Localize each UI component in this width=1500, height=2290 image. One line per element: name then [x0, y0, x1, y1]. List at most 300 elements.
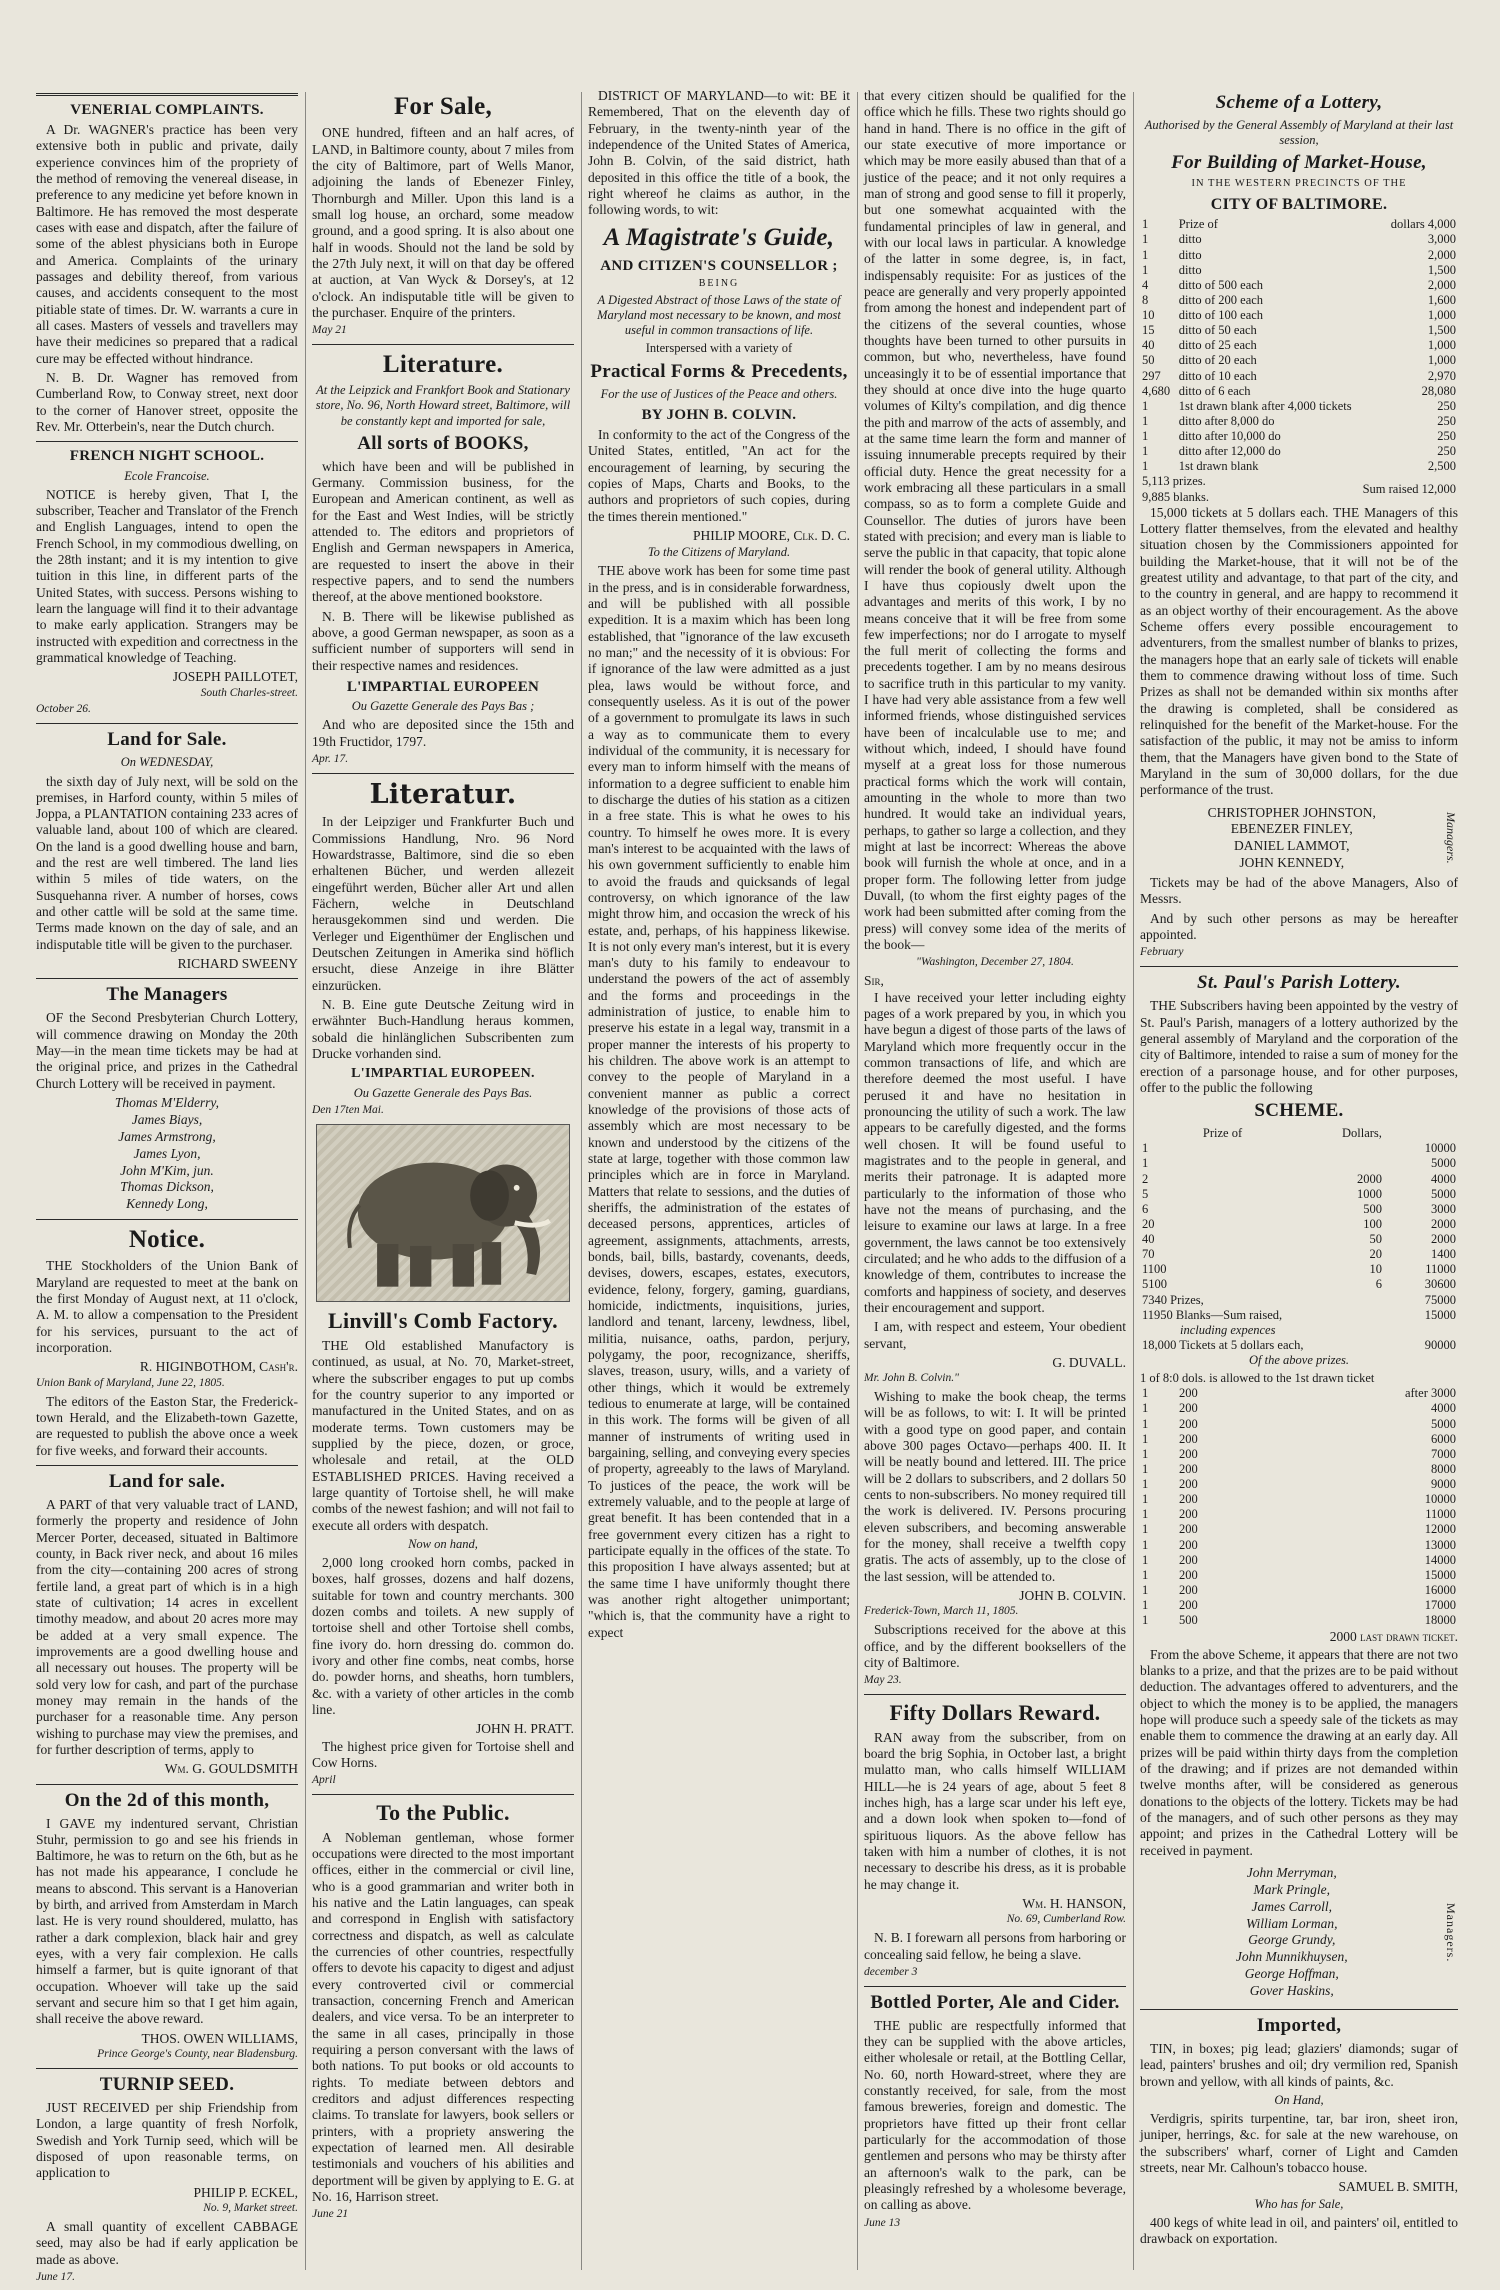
- paul-body: THE Subscribers having been appointed by the vestry of St. Paul's Parish, managers of a lottery authorized by the general assembly of Maryland and the corporation of the city of Baltimore, intended to raise a sum of money for the erection of a parsonage house, and for other purposes, offer to the public the following: [1140, 998, 1458, 1095]
- paul-drawn-row-cell: after 3000: [1404, 1386, 1456, 1401]
- lottery-row: [1140, 459, 1458, 474]
- paul-prize-table: [1140, 1126, 1458, 1292]
- land1-signature: RICHARD SWEENY: [177, 956, 298, 972]
- paul-drawn-row-cell: 200: [1179, 1477, 1198, 1492]
- paul-blanks: 11950 Blanks—Sum raised,: [1142, 1307, 1283, 1322]
- guide-body: THE above work has been for some time past in the press, and is in considerable forwardness, and will be published with all possible expedition. It is a maxim which has been long established, that "ignorance of the law excuseth no man;" and the necessity of it is obvious: For if ignorance of the law were admitted as a just plea, laws would be without force, and consequently useless. As it is out of the power of a government to promulgate its laws in such a way as to communicate them to every individual of the community, it is necessary for every man to inform himself with the means of information to a degree sufficient to enable him to discharge the duties of his station as a citizen in a free state. This is what he owes to his country. To himself he owes more. It is every man's interest to be acquainted with the laws of his own government sufficiently to enable him to avoid the frauds and quicksands of legal controversy, on which ignorance of the law might throw him, and occasion the wreck of his estate, and, perhaps, of his happiness likewise. It is not only every man's interest, but it is every man's duty to his family to endeavour to understand the powers of the act of assembly and the forms and proceedings in the administration of justice, to enable him to preserve his estate in a legal way, transmit in a proper manner the interests of his property to his children. The above work is an attempt to convey to the people of Maryland in a convenient manner as public a correct knowledge of the provisions of those acts of assembly which are most necessary to be known and understood by the citizens of the state at large, together with those common law principles which are in force in Maryland. Matters that relate to sessions, and the duties of sheriffs, the administration of the estates of deceased persons, apprentices, articles of agreement, assignments, attachments, arrests, bonds, bail, bills, bastardy, covenants, deeds, devises, dowers, escapes, estates, executors, evidence, felony, forgery, gaming, guardians, homicide, indictments, inquisitions, juries, landlord and tenant, larceny, lewdness, libel, militia, nuisance, oaths, pardon, perjury, polygamy, the poor, recognizance, sheriffs, slaves, treason, usury, wills, and a variety of other things, which it would be extremely tedious to enumerate at large, will be contained in this work. The forms will be given of all manner of instruments of writing used in bargaining, selling, and conveying every species of property, agreeably to the laws of Maryland. To justices of the peace, the work will be extremely valuable, and to the people at large of great benefit. It has been contended that in a free government every citizen has a right to participate equally in the offices of the state. To this proposition I have always assented; but at the same time I have uniformly thought there was another right altogether unimportant; "which is, that the community have a right to expect: [588, 563, 850, 1640]
- paul-drawn-row-cell: 5000: [1431, 1416, 1456, 1431]
- lottery-row-cell: 2,000: [1427, 277, 1456, 292]
- paul-drawn-row-cell: 1: [1142, 1613, 1149, 1628]
- paul-drawn-row: [1140, 1401, 1458, 1416]
- lottery-row-cell: dollars 4,000: [1390, 217, 1456, 232]
- lottery-body: 15,000 tickets at 5 dollars each. THE Managers of this Lottery flatter themselves, from the elevated and healthy situation chosen by the Commissioners appointed for building the Market-house, that it will not be of the greatest utility and advantage, to that part of the city, and to the country in general, and are happy to recommend it as an object worthy of their encouragement. As the above Scheme offers every possible encouragement to adventurers, from the smallest number of blanks to prizes, the managers hope that an early sale of tickets will enable them to commence drawing without loss of time. Such Prizes as shall not be demanded within six months after the drawing is completed, shall be considered as relinquished for the benefit of the Market-house. For the satisfaction of the public, it may not be amiss to inform them, that the Managers have given bond to the State of Maryland in the sum of 30,000 dollars, for the due performance of the trust.: [1140, 504, 1458, 798]
- porter-body: THE public are respectfully informed that they can be supplied with the above articles, either wholesale or retail, at the Bottling Cellar, No. 60, north Howard-street, where they are constantly received, for sale, from the most famous breweries, foreign and domestic. The proprietors have fitted up their front cellar particularly for the accommodation of those gentlemen and persons who may be thirsty after an afternoon's walk to the park, can be pleasingly refreshed by a wholesome beverage, on calling as above.: [864, 2017, 1126, 2213]
- lottery-foot: Tickets may be had of the above Managers, Also of Messrs.: [1140, 875, 1458, 907]
- lottery-row-cell: 250: [1437, 429, 1456, 444]
- runaway-heading: On the 2d of this month,: [64, 1789, 270, 1811]
- lottery-row-cell: 1,000: [1427, 353, 1456, 368]
- runaway-body: I GAVE my indentured servant, Christian Stuhr, permission to go and see his friends in Baltimore, he was to return on the 6th, but as he has not made his appearance, I conclude he means to abscond. This servant is a Hanoverian by birth, and arrived from Amsterdam in March last. He is very round shouldered, mulatto, has rather a dark complexion, black hair and grey eyes, with a very fair complexion. He calls himself a farmer, but is quite ignorant of that occupation. Whoever will take up the said servant and secure him so that I get him again, shall receive the above reward.: [36, 1815, 298, 2027]
- letter-body: I have received your letter including eighty pages of a work prepared by you, in which you have begun a digest of those parts of the laws of Maryland which more frequently occur in the common transactions of life, and which are therefore deemed the most useful. I have perused it and have no hesitation in pronouncing the utility of such a work. The law appears to be carefully digested, and the forms well chosen. It will be found useful to magistrates and to the people in general, and merits their patronage. It is adapted more particularly to the information of those who have not the means of purchasing, and the leisure to examine our laws at large. In a free government, the laws cannot be too extensively circulated; and he who adds to the diffusion of a knowledge of them, contributes to increase the comforts and happiness of society, and deserves their encouragement and support.: [864, 989, 1126, 1315]
- lottery-row-cell: 10: [1142, 308, 1155, 323]
- paul-allow: 1 of 8:0 dols. is allowed to the 1st drawn ticket: [1140, 1371, 1375, 1386]
- paul-row-cell: 1400: [1431, 1247, 1456, 1262]
- comb-date: April: [312, 1774, 336, 1787]
- lottery-row-cell: ditto after 8,000 do: [1178, 413, 1275, 428]
- divider: [864, 1694, 1126, 1695]
- column-rule: [1133, 92, 1134, 2270]
- lottery-purpose: For Building of Market-House,: [1171, 152, 1427, 174]
- venereal-note: N. B. Dr. Wagner has removed from Cumberland Row, to Conway street, next door to the corner of Hanover street, opposite the Rev. Mr. Otterbein's, near the Dutch church.: [36, 370, 298, 435]
- lottery-row-cell: 2,970: [1427, 368, 1456, 383]
- paul-drawn-row-cell: 1: [1142, 1416, 1149, 1431]
- lottery-row-cell: 1: [1142, 444, 1149, 459]
- runaway-address: Prince George's County, near Bladensburg.: [97, 2048, 298, 2061]
- lottery-row: [1140, 323, 1458, 338]
- paul-totals: [1140, 1293, 1458, 1354]
- lottery-row-cell: ditto after 10,000 do: [1178, 429, 1281, 444]
- school-subheading: Ecole Francoise.: [124, 468, 210, 483]
- terms-extra: Subscriptions received for the above at this office, and by the different booksellers of the city of Baltimore.: [864, 1622, 1126, 1670]
- paul-body2: From the above Scheme, it appears that there are not two blanks to a prize, and that the prizes are to be paid without deduction. The advantages offered to adventurers, and the object to which the money is to be applied, the managers hope will produce such a speedy sale of the tickets as may enable them to commence the drawing at an early day. All prizes will be paid within thirty days from the completion of the drawing; and if prizes are not demanded within twelve months after, will be considered as generous donations to the objects of the lottery. Tickets may be had of the managers, and of such other persons as they may appoint; and prizes in the Cathedral Lottery will be received in payment.: [1140, 1646, 1458, 1858]
- column-rule: [857, 92, 858, 2270]
- paul-row-cell: 5100: [1142, 1277, 1167, 1292]
- paul-drawn-row-cell: 200: [1179, 1567, 1198, 1582]
- divider: [312, 344, 574, 345]
- paul-drawn-row-cell: 200: [1179, 1537, 1198, 1552]
- lottery-row: [1140, 353, 1458, 368]
- paul-drawn-row-cell: 1: [1142, 1598, 1149, 1613]
- paul-drawn-row-cell: 8000: [1431, 1461, 1456, 1476]
- notice-signature: R. HIGINBOTHOM, Cash'r.: [139, 1359, 298, 1375]
- lottery-manager-name: JOHN KENNEDY,: [1239, 855, 1345, 871]
- managers-list: [36, 1095, 298, 1213]
- imported-heading: Imported,: [1256, 2014, 1342, 2036]
- paul-drawn-row-cell: 200: [1179, 1401, 1198, 1416]
- paul-row-cell: 6: [1142, 1201, 1149, 1216]
- paul-row-cell: 2: [1142, 1171, 1149, 1186]
- lottery-managers: [1140, 802, 1458, 876]
- literatur-impartial-heading: L'IMPARTIAL EUROPEEN.: [351, 1066, 535, 1082]
- paul-row-cell: [1201, 1187, 1292, 1202]
- paul-drawn-row-cell: 1: [1142, 1552, 1149, 1567]
- lottery-row: [1140, 308, 1458, 323]
- comb-subheading: Now on hand,: [408, 1536, 478, 1551]
- land2-heading: Land for sale.: [108, 1470, 226, 1492]
- paul-drawn-row-cell: 1: [1142, 1537, 1149, 1552]
- lottery-sum: Sum raised 12,000: [1362, 481, 1456, 496]
- paul-manager-name: John Merryman,: [1246, 1864, 1337, 1880]
- runaway-signature: THOS. OWEN WILLIAMS,: [141, 2030, 298, 2046]
- lottery-row-cell: 1st drawn blank after 4,000 tickets: [1178, 398, 1352, 413]
- lottery-in: IN THE WESTERN PRECINCTS OF THE: [1191, 178, 1407, 190]
- sale-heading: For Sale,: [393, 93, 493, 120]
- school-signature: JOSEPH PAILLOTET,: [172, 669, 298, 685]
- paul-row-cell: [1201, 1277, 1292, 1292]
- paul-row-cell: 4000: [1431, 1171, 1456, 1186]
- public-heading: To the Public.: [376, 1800, 510, 1826]
- imported-body2: Verdigris, spirits turpentine, tar, bar iron, sheet iron, juniper, herrings, &c. for sale at the new warehouse, on the subscribers' wharf, corner of Light and Camden streets, near Mr. Calhoun's tobacco house.: [1140, 2111, 1458, 2176]
- paul-row: [1140, 1247, 1458, 1262]
- paul-of-prizes: Of the above prizes.: [1249, 1353, 1349, 1368]
- public-date: June 21: [312, 2208, 349, 2221]
- lottery-row-cell: 2,000: [1427, 247, 1456, 262]
- paul-drawn-row-cell: 1: [1142, 1386, 1149, 1401]
- lottery-city: CITY OF BALTIMORE.: [1210, 195, 1388, 213]
- column-5: [1140, 88, 1458, 2273]
- porter-date: June 13: [864, 2216, 901, 2229]
- literatur-impartial-subheading: Ou Gazette Generale des Pays Bas.: [353, 1086, 533, 1101]
- column-2: [312, 88, 574, 2273]
- paul-row-cell: 100: [1363, 1216, 1382, 1231]
- lottery-row-cell: ditto of 200 each: [1178, 292, 1264, 307]
- lottery-row-cell: 1,000: [1427, 308, 1456, 323]
- paul-prizes-value: 75000: [1424, 1292, 1456, 1307]
- lottery-row-cell: ditto: [1178, 262, 1202, 277]
- land1-heading: Land for Sale.: [107, 729, 227, 751]
- sale-date: May 21: [312, 324, 347, 337]
- terms-body: Wishing to make the book cheap, the terms will be as follows, to wit: I. It will be printed with a good type on good paper, and contain above 300 pages Octavo—perhaps 400. II. It will be neatly bound and lettered. III. The price will be 2 dollars to subscribers, and 2 dollars 50 cents to non-subscribers. No money required till the work is delivered. IV. Persons procuring eleven subscribers, and becoming answerable for the money, shall receive a twelfth copy gratis. The acts of assembly, up to the close of the last session, will be attended to.: [864, 1389, 1126, 1584]
- sale-body: ONE hundred, fifteen and an half acres, of LAND, in Baltimore county, about 7 miles from the city of Baltimore, part of Wells Manor, adjoining the lands of Ebenezer Finley, Thornburgh and Miller. Upon this land is a small log house, an orchard, some meadow ground, and a good spring. It is also about one half in woods. Should not the land be sold by the 27th July next, it will on that day be offered at auction, at Van Wyck & Dorsey's, at 12 o'clock. An indisputable title will be given to the purchaser. Enquire of the printers.: [312, 125, 574, 320]
- lottery-row: [1140, 429, 1458, 444]
- paul-drawn-row: [1140, 1553, 1458, 1568]
- impartial-body: And who are deposited since the 15th and 19th Fructidor, 1797.: [312, 717, 574, 749]
- paul-row-cell: [1201, 1232, 1292, 1247]
- literatur-date: Den 17ten Mai.: [312, 1104, 384, 1117]
- reward-heading: Fifty Dollars Reward.: [889, 1700, 1101, 1726]
- impartial-date: Apr. 17.: [312, 752, 349, 765]
- paul-drawn-row: [1140, 1568, 1458, 1583]
- lottery-manager-name: EBENEZER FINLEY,: [1230, 821, 1353, 837]
- paul-row-cell: 10: [1369, 1262, 1382, 1277]
- lottery-row: [1140, 369, 1458, 384]
- paul-drawn-row-cell: 1: [1142, 1446, 1149, 1461]
- imported-extra: 400 kegs of white lead in oil, and painters' oil, entitled to drawback on exportation.: [1140, 2214, 1458, 2247]
- paul-tickets: 18,000 Tickets at 5 dollars each,: [1142, 1337, 1304, 1352]
- paul-drawn-row: [1140, 1613, 1458, 1628]
- managers-body: OF the Second Presbyterian Church Lottery, will commence drawing on Monday the 20th May—in the mean time tickets may be had at the original price, and prizes in the Cathedral Church Lottery will be received in payment.: [36, 1010, 298, 1091]
- reward-signature: Wm. H. HANSON,: [1022, 1896, 1126, 1912]
- literatur-body: In der Leipziger und Frankfurter Buch und Commissions Handlung, Nro. 96 Nord Howardstrasse, Baltimore, sind die so eben erhaltenen Bücher, und werden allezeit eingeführt werden, Bücher aller Art und allen Fächern, welche in Deutschland herausgekommen sind und werden. Die Verleger und Eigenthümer der Englischen und Deutschen Zeitungen in Amerika sind höflich ersucht, diese Anzeige in ihre Blätter einzurücken.: [312, 814, 574, 993]
- paul-drawn-row-cell: 1: [1142, 1431, 1149, 1446]
- divider: [312, 1794, 574, 1795]
- paul-row-cell: [1201, 1156, 1292, 1171]
- paul-drawn-row-cell: 1: [1142, 1461, 1149, 1476]
- turnip-extra: A small quantity of excellent CABBAGE seed, may also be had if early application be made as above.: [36, 2218, 298, 2267]
- guide-continued: that every citizen should be qualified for the office which he fills. These two rights should go hand in hand. There is no office in the gift of our state executive of more importance or which may be more easily abused than that of a justice of the peace; and it not only requires a man of strong and good sense to fill it properly, but one somewhat acquainted with the fundamental principles of law in general, and with our local laws in particular. A knowledge of the latter in some degree, is, in fact, indispensably requisite: For as justices of the peace are generally and very properly appointed from among the honest and independent part of the citizens of the several counties, whose thoughts have been turned to other pursuits in common, but who, nevertheless, have found unceasingly it to be of essential importance that they should at once dive into the huge quarto volumes of Kilty's compilation, and dig thence the pith and marrow of the acts of assembly, and at the same time learn the form and manner of issuing innumerable precepts required by their official duty. Hence the great necessity for a work embracing all these particulars in a small compass, so as to form a complete Guide and Counsellor. The duties of jurors have been stated with precision; and every man is liable to serve the public in that capacity, that topic alone will render the book of general utility. Although I have thus copiously dwelt upon the advantages and merits of this work, I by no means conceive that it will be free from some few imperfections; nor do I arrogate to myself the full merit of collecting the forms and precedents together. I am by no means desirous to sacrifice truth in this particular to my vanity. I have had very able assistance from a few well informed friends, whose distinguished services have been of incalculable use to me; and without which, indeed, I should have found myself at a great loss for those numerous practical forms which the work will contain, amounting in the whole to more than two hundred. It would take an individual years, perhaps, to gather so large a collection, and they might at last be incorrect: Whereas the above book will furnish the whole at once, and in a proper form. The following letter from judge Duvall, (to whom the first eighty pages of the work had been submitted after coming from the press) will convey some idea of the merits of the book—: [864, 88, 1126, 953]
- literature-subheading: At the Leipzick and Frankfort Book and Stationary store, No. 96, North Howard street, Baltimore, will be constantly kept and imported for sale,: [315, 383, 571, 428]
- column-rule: [305, 92, 306, 2270]
- reward-address: No. 69, Cumberland Row.: [1006, 1913, 1126, 1926]
- lottery-row-cell: 250: [1437, 444, 1456, 459]
- elephant-illustration: [316, 1124, 570, 1302]
- paul-heading: St. Paul's Parish Lottery.: [1197, 972, 1401, 994]
- lottery-row-cell: ditto of 20 each: [1178, 353, 1257, 368]
- lottery-row-cell: 250: [1437, 413, 1456, 428]
- lottery-row-cell: 1st drawn blank: [1178, 459, 1259, 474]
- lottery-row-cell: ditto of 10 each: [1178, 368, 1257, 383]
- turnip-body: JUST RECEIVED per ship Friendship from London, a large quantity of fresh Norfolk, Swedish and York Turnip seed, which will be disposed of upon reasonable terms, on application to: [36, 2099, 298, 2181]
- guide-description: A Digested Abstract of those Laws of the state of Maryland most necessary to be known, and most useful in common transactions of life.: [597, 293, 841, 338]
- lottery-row-cell: ditto after 12,000 do: [1178, 444, 1281, 459]
- lottery-row-cell: 28,080: [1421, 383, 1456, 398]
- paul-managers-label: Managers.: [1444, 1902, 1458, 1963]
- paul-drawn-row-cell: 4000: [1431, 1401, 1456, 1416]
- lottery-manager-list: [1140, 805, 1443, 873]
- literature-note: N. B. There will be likewise published as above, a good German newspaper, as soon as a sufficient number of supporters will send in their respective names and residences.: [312, 608, 574, 673]
- paul-row-cell: 500: [1363, 1201, 1382, 1216]
- lottery-row: [1140, 232, 1458, 247]
- letter-date: "Washington, December 27, 1804.: [916, 956, 1074, 969]
- manager-name: James Lyon,: [133, 1145, 201, 1161]
- literature-books-heading: All sorts of BOOKS,: [357, 432, 529, 454]
- paul-drawn-row: [1140, 1583, 1458, 1598]
- elephant-icon: [317, 1125, 569, 1301]
- paul-drawn-row-cell: 14000: [1424, 1552, 1456, 1567]
- paul-drawn-row-cell: 9000: [1431, 1477, 1456, 1492]
- paul-drawn-row-cell: 1: [1142, 1522, 1149, 1537]
- turnip-address: No. 9, Market street.: [203, 2201, 298, 2214]
- paul-row: [1140, 1277, 1458, 1292]
- guide-author: BY JOHN B. COLVIN.: [641, 406, 797, 423]
- letter-closing: I am, with respect and esteem, Your obedient servant,: [864, 1319, 1126, 1351]
- lottery-heading: Scheme of a Lottery,: [1215, 92, 1383, 113]
- literature-heading: Literature.: [382, 351, 504, 379]
- lottery-row-cell: 1: [1142, 429, 1149, 444]
- paul-blanks-value: 15000: [1424, 1307, 1456, 1322]
- paul-drawn-row: [1140, 1598, 1458, 1613]
- notice-heading: Notice.: [128, 1226, 206, 1254]
- paul-row: [1140, 1141, 1458, 1156]
- lottery-manager-name: DANIEL LAMMOT,: [1234, 838, 1350, 854]
- paul-row-cell: 40: [1142, 1232, 1155, 1247]
- paul-col-head: [1140, 1126, 1201, 1141]
- letter-salutation: Sir,: [864, 973, 884, 989]
- manager-name: James Armstrong,: [118, 1128, 216, 1144]
- notice-extra: The editors of the Easton Star, the Frederick-town Herald, and the Elizabeth-town Gazette, are requested to publish the above once a week for five weeks, and forward their accounts.: [36, 1393, 298, 1458]
- divider: [864, 1986, 1126, 1987]
- divider: [36, 1784, 298, 1785]
- paul-drawn-row-cell: 1: [1142, 1492, 1149, 1507]
- lottery-row-cell: 50: [1142, 353, 1155, 368]
- paul-drawn-row-cell: 7000: [1431, 1446, 1456, 1461]
- comb-signature: JOHN H. PRATT.: [475, 1721, 574, 1737]
- imported-subheading: On Hand,: [1274, 2092, 1324, 2107]
- lottery-row: [1140, 248, 1458, 263]
- paul-row-cell: 2000: [1431, 1216, 1456, 1231]
- paul-managers: [1140, 1862, 1458, 2003]
- manager-name: Kennedy Long,: [126, 1196, 208, 1212]
- literatur-heading: Literatur.: [369, 778, 517, 810]
- lottery-date: February: [1140, 946, 1184, 959]
- paul-drawn-row-cell: 13000: [1424, 1537, 1456, 1552]
- guide-being: BEING: [698, 278, 740, 290]
- paul-manager-list: [1140, 1865, 1443, 2000]
- lottery-total-blanks: 9,885 blanks.: [1142, 489, 1210, 504]
- paul-drawn-row: [1140, 1507, 1458, 1522]
- lottery-row: [1140, 444, 1458, 459]
- paul-drawn-row-cell: 16000: [1424, 1582, 1456, 1597]
- lottery-row: [1140, 293, 1458, 308]
- imported-signature: SAMUEL B. SMITH,: [1338, 2179, 1458, 2195]
- lottery-row: [1140, 384, 1458, 399]
- paul-drawn-row: [1140, 1386, 1458, 1401]
- lottery-managers-label: Managers.: [1444, 812, 1458, 865]
- manager-name: Thomas Dickson,: [120, 1179, 214, 1195]
- letter-signature: G. DUVALL.: [1052, 1354, 1126, 1370]
- paul-drawn-row: [1140, 1538, 1458, 1553]
- lottery-row-cell: 8: [1142, 292, 1149, 307]
- paul-prizes: 7340 Prizes,: [1142, 1292, 1204, 1307]
- paul-row: [1140, 1262, 1458, 1277]
- paul-drawn-row-cell: 1: [1142, 1401, 1149, 1416]
- paul-col-head: Dollars,: [1342, 1126, 1382, 1141]
- literature-body: which have been and will be published in Germany. Commission business, for the European and American continent, as well as for the East and West Indies, will be strictly attended to. The editors and proprietors of English and German newspapers in America, are requested to insert the above in their respective papers, and to send the numbers thereof, at the above mentioned bookstore.: [312, 458, 574, 605]
- paul-row-cell: 1000: [1356, 1186, 1382, 1201]
- lottery-row-cell: 1,500: [1427, 262, 1456, 277]
- district-body: DISTRICT OF MARYLAND—to wit: BE it Remembered, That on the eleventh day of February, in the twenty-ninth year of the independence of the United States of America, John B. Colvin, of the said district, hath deposited in this office the title of a book, the right whereof he claims as author, in the following words, to wit:: [588, 88, 850, 218]
- public-body: A Nobleman gentleman, whose former occupations were directed to the most important offices, either in the commercial or civil line, who is a good grammarian and writer both in his native and the Latin languages, can speak and correspond in English with satisfactory correctness and dispatch, as well as calculate the currencies of other countries, respectfully offers to devote his capacity to digest and adjust every controverted civil or commercial transaction, concerning French and American dealers, and vice versa. To be an interpreter to the same in all cases, principally in those requiring a person conversant with the laws of both nations. To put books or old accounts to rights. To mediate between debtors and creditors and adjust differences respecting claims. To translate for lawyers, book sellers or printers, with a propriety answering the expectation of learned men. All desirable testimonials and vouchers of his abilities and deportment will be given by applying to E. G. at No. 16, Harrison street.: [312, 1829, 574, 2205]
- turnip-signature: PHILIP P. ECKEL,: [193, 2184, 298, 2200]
- paul-drawn-row-cell: 200: [1179, 1552, 1198, 1567]
- lottery-row-cell: ditto of 50 each: [1178, 323, 1257, 338]
- lottery-row-cell: 40: [1142, 338, 1155, 353]
- paul-drawn-row-cell: 200: [1179, 1446, 1198, 1461]
- paul-row-cell: [1201, 1262, 1292, 1277]
- school-body: NOTICE is hereby given, That I, the subscriber, Teacher and Translator of the French and English Languages, intend to open the French School, in my commodious dwelling, on the 28th instant; and it is my intention to give tuition in this line, in different parts of the United States, with success. Persons wishing to learn the language will find it to their advantage to make early application. Strangers may be instructed with expedition and correctness in the grammatical knowledge of Teaching.: [36, 486, 298, 665]
- notice-body: THE Stockholders of the Union Bank of Maryland are requested to meet at the bank on the first Monday of August next, at 11 o'clock, A. M. to allow a compensation to the President for his services, pursuant to the act of incorporation.: [36, 1258, 298, 1356]
- lottery-prize-table: [1140, 217, 1458, 474]
- paul-last: 2000 last drawn ticket.: [1329, 1629, 1458, 1645]
- paul-row: [1140, 1232, 1458, 1247]
- lottery-row-cell: 250: [1437, 398, 1456, 413]
- paul-manager-name: James Carroll,: [1251, 1898, 1332, 1914]
- paul-drawn-row: [1140, 1417, 1458, 1432]
- paul-drawn-table: [1140, 1386, 1458, 1628]
- lottery-row-cell: 3,000: [1427, 232, 1456, 247]
- paul-drawn-row: [1140, 1522, 1458, 1537]
- manager-name: John M'Kim, jun.: [120, 1162, 214, 1178]
- guide-subheading: AND CITIZEN'S COUNSELLOR ;: [600, 257, 838, 274]
- reward-body: RAN away from the subscriber, from on board the brig Sophia, in October last, a bright mulatto man, who calls himself WILLIAM HILL—he is 24 years of age, about 5 feet 8 inches high, has a large scar under his left eye, and a down look when spoken to—fond of spirituous liquors. As the above fellow has taken with him a number of clothes, it is not necessary to describe his dress, as it is probable he may change it.: [864, 1729, 1126, 1892]
- paul-manager-name: George Grundy,: [1248, 1932, 1336, 1948]
- paul-row-cell: 11000: [1425, 1262, 1456, 1277]
- lottery-row-cell: 1: [1142, 262, 1149, 277]
- notice-sub: Union Bank of Maryland, June 22, 1805.: [36, 1376, 225, 1389]
- lottery-row-cell: 1: [1142, 398, 1149, 413]
- lottery-row-cell: 1: [1142, 459, 1149, 474]
- paul-drawn-row-cell: 1: [1142, 1567, 1149, 1582]
- lottery-total-prizes: 5,113 prizes.: [1142, 474, 1206, 489]
- paul-row-cell: 50: [1369, 1232, 1382, 1247]
- paul-row-cell: 5: [1142, 1186, 1149, 1201]
- paul-col-head: [1384, 1126, 1458, 1141]
- paul-drawn-row-cell: 11000: [1425, 1507, 1456, 1522]
- paul-drawn-row: [1140, 1432, 1458, 1447]
- paul-row: [1140, 1172, 1458, 1187]
- column-1: [36, 88, 298, 2283]
- manager-name: Thomas M'Elderry,: [114, 1095, 220, 1111]
- terms-signature: JOHN B. COLVIN.: [1019, 1588, 1126, 1604]
- impartial-subheading: Ou Gazette Generale des Pays Bas ;: [351, 699, 535, 714]
- reward-note: N. B. I forewarn all persons from harboring or concealing said fellow, he being a slave.: [864, 1930, 1126, 1962]
- paul-row-cell: 3000: [1431, 1201, 1456, 1216]
- paul-drawn-row-cell: 6000: [1431, 1431, 1456, 1446]
- paul-row-cell: 70: [1142, 1247, 1155, 1262]
- paul-drawn-row-cell: 200: [1179, 1416, 1198, 1431]
- paul-drawn-row-cell: 1: [1142, 1477, 1149, 1492]
- terms-footer: May 23.: [864, 1674, 902, 1687]
- paul-manager-name: George Hoffman,: [1244, 1966, 1339, 1982]
- comb-extra: The highest price given for Tortoise shell and Cow Horns.: [312, 1738, 574, 1770]
- paul-row-cell: [1201, 1141, 1292, 1156]
- paul-drawn-row: [1140, 1492, 1458, 1507]
- paul-drawn-row: [1140, 1462, 1458, 1477]
- paul-row: [1140, 1187, 1458, 1202]
- venereal-body: A Dr. WAGNER's practice has been very extensive both in public and private, daily experience convinces him of the propriety of the method of removing the venereal disease, in preference to any medicine yet before known in Baltimore. He has removed the most desperate cases with ease and dispatch, after the failure of some of the ablest physicians both in Europe and America. Complaints of the urinary passages and debility thereof, from various causes, and accidents consequent to the most pitiable state of times. Dr. W. warrants a cure in all cases. Masters of vessels and travellers may have their medicines so prepared that a radical cure may be effected without hindrance.: [36, 122, 298, 366]
- paul-drawn-row-cell: 12000: [1424, 1522, 1456, 1537]
- imported-sale: Who has for Sale,: [1254, 2196, 1344, 2211]
- land2-signature: Wm. G. GOULDSMITH: [164, 1761, 298, 1777]
- paul-drawn-row-cell: 200: [1179, 1431, 1198, 1446]
- paul-drawn-row-cell: 10000: [1424, 1492, 1456, 1507]
- land1-subheading: On WEDNESDAY,: [120, 755, 214, 770]
- divider: [36, 1219, 298, 1220]
- paul-drawn-row-cell: 15000: [1424, 1567, 1456, 1582]
- lottery-row-cell: ditto: [1178, 247, 1202, 262]
- lottery-row-cell: 4: [1142, 277, 1149, 292]
- paul-row-cell: [1201, 1202, 1292, 1217]
- lottery-manager-name: CHRISTOPHER JOHNSTON,: [1207, 804, 1376, 820]
- paul-drawn-row-cell: 200: [1179, 1386, 1198, 1401]
- paul-row: [1140, 1156, 1458, 1171]
- paul-drawn-row-cell: 18000: [1424, 1613, 1456, 1628]
- reward-date: december 3: [864, 1965, 918, 1978]
- paul-row-cell: 5000: [1431, 1156, 1456, 1171]
- lottery-row-cell: 1: [1142, 232, 1149, 247]
- paul-manager-name: William Lorman,: [1245, 1915, 1338, 1931]
- lottery-totals: [1140, 474, 1458, 504]
- paul-drawn-row-cell: 200: [1179, 1522, 1198, 1537]
- lottery-row-cell: Prize of: [1178, 217, 1218, 232]
- lottery-row-cell: 1,600: [1427, 292, 1456, 307]
- paul-drawn-row-cell: 1: [1142, 1507, 1149, 1522]
- land2-body: A PART of that very valuable tract of LAND, formerly the property and residence of John Mercer Porter, deceased, situated in Baltimore county, in Back river neck, and about 16 miles from the city—containing 200 acres of strong fertile land, a great part of which is in a high state of cultivation; 14 acres in excellent timothy meadow, and about 20 acres more may be added at a very small expence. The improvements are a good dwelling house and all necessary out houses. The property will be sold very low for cash, and part of the purchase money may remain in the hands of the purchaser for a reasonable time. Any person wishing to purchase may view the premises, and for further description of terms, apply to: [36, 1496, 298, 1757]
- guide-interspersed: Interspersed with a variety of: [645, 341, 793, 356]
- paul-blanks-sub: including expences: [1180, 1322, 1276, 1337]
- comb-body2: 2,000 long crooked horn combs, packed in boxes, half grosses, dozens and half dozens, suitable for town and country merchants. 300 dozen combs and toilets. A new supply of tortoise shell and other Tortoise shell combs, fine ivory do. horn dressing do. common do. ivory and other fine combs, neat combs, horse do. powder horns, and sheaths, horn tumblers, &c. with a variety of other articles in the comb line.: [312, 1555, 574, 1717]
- paul-row-cell: 10000: [1424, 1141, 1456, 1156]
- lottery-row-cell: ditto of 500 each: [1178, 277, 1264, 292]
- paul-row-cell: 2000: [1431, 1232, 1456, 1247]
- divider: [1140, 2009, 1458, 2010]
- school-address: South Charles-street.: [200, 686, 298, 699]
- lottery-row-cell: 1: [1142, 413, 1149, 428]
- literatur-note: N. B. Eine gute Deutsche Zeitung wird in erwähnter Buch-Handlung heraus kommen, sobald die hinlänglichen Subscribenten zum Drucke vorhanden sind.: [312, 997, 574, 1062]
- guide-clerk: PHILIP MOORE, Clk. D. C.: [692, 527, 850, 543]
- paul-scheme-heading: SCHEME.: [1254, 1100, 1344, 1122]
- paul-row: [1140, 1217, 1458, 1232]
- lottery-row-cell: 1: [1142, 247, 1149, 262]
- column-rule: [581, 92, 582, 2270]
- lottery-row-cell: ditto of 6 each: [1178, 383, 1251, 398]
- paul-col-head: Prize of: [1202, 1126, 1243, 1141]
- divider: [36, 441, 298, 442]
- lottery-row-cell: 297: [1142, 368, 1161, 383]
- divider: [312, 773, 574, 774]
- guide-to-citizens: To the Citizens of Maryland.: [647, 545, 791, 560]
- lottery-row: [1140, 217, 1458, 232]
- paul-drawn-row-cell: 200: [1179, 1598, 1198, 1613]
